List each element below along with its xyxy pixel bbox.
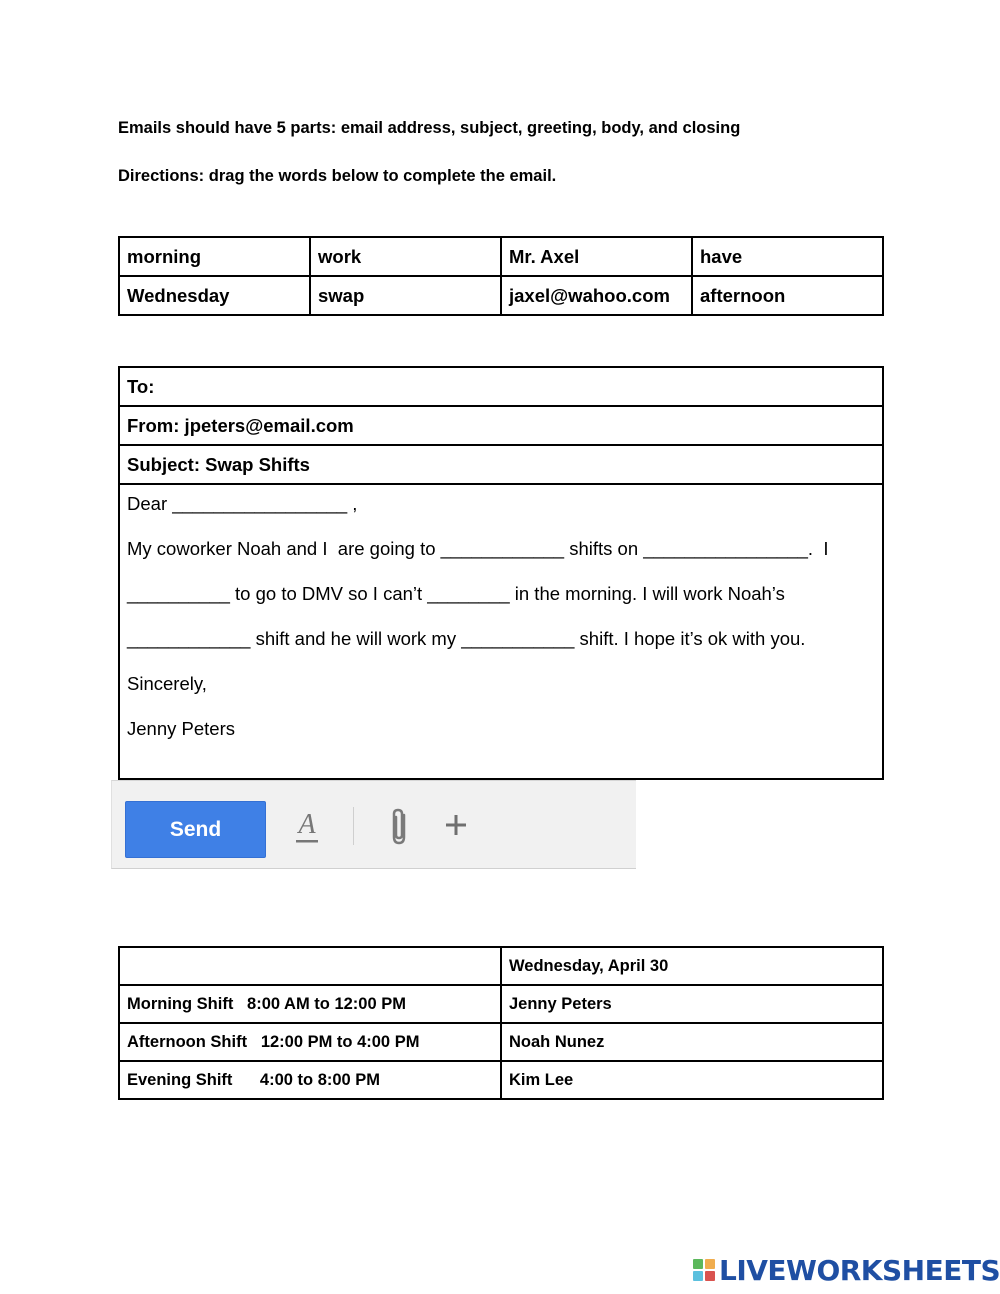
word-chip[interactable]: morning — [119, 237, 310, 276]
word-bank-row — [119, 276, 883, 315]
compose-toolbar — [111, 780, 636, 869]
table-row — [119, 947, 883, 985]
word-bank-table — [118, 236, 884, 316]
email-from-field: From: jpeters@email.com — [119, 406, 883, 445]
intro-instruction: Emails should have 5 parts: email address, subject, greeting, body, and closing — [118, 119, 741, 137]
word-chip[interactable]: swap — [310, 276, 501, 315]
directions-instruction: Directions: drag the words below to complete the email. — [118, 167, 557, 185]
shift-schedule-table — [118, 946, 884, 1100]
word-chip[interactable]: Wednesday — [119, 276, 310, 315]
word-chip[interactable]: jaxel@wahoo.com — [501, 276, 692, 315]
send-button[interactable]: Send — [125, 801, 266, 858]
shift-worker: Jenny Peters — [501, 985, 883, 1023]
shift-worker: Kim Lee — [501, 1061, 883, 1099]
email-to-field[interactable]: To: — [119, 367, 883, 406]
table-row — [119, 1023, 883, 1061]
email-form — [118, 366, 884, 780]
email-subject-field: Subject: Swap Shifts — [119, 445, 883, 484]
liveworksheets-logo — [693, 1253, 1000, 1287]
email-body-line[interactable]: My coworker Noah and I are going to ____________ shifts on ________________. I — [127, 538, 829, 559]
plus-icon[interactable] — [444, 813, 468, 837]
word-chip[interactable]: work — [310, 237, 501, 276]
word-chip[interactable]: Mr. Axel — [501, 237, 692, 276]
shift-label: Morning Shift 8:00 AM to 12:00 PM — [119, 985, 501, 1023]
text-format-icon[interactable] — [294, 809, 320, 847]
email-body — [119, 484, 883, 779]
word-chip[interactable]: have — [692, 237, 883, 276]
schedule-date-header: Wednesday, April 30 — [501, 947, 883, 985]
shift-label: Afternoon Shift 12:00 PM to 4:00 PM — [119, 1023, 501, 1061]
logo-text: LIVEWORKSHEETS — [719, 1253, 1000, 1287]
table-row — [119, 1061, 883, 1099]
table-row — [119, 985, 883, 1023]
logo-blocks-icon — [693, 1259, 715, 1281]
email-body-line[interactable]: ____________ shift and he will work my ___________ shift. I hope it’s ok with you. — [127, 628, 806, 649]
shift-label: Evening Shift 4:00 to 8:00 PM — [119, 1061, 501, 1099]
email-greeting[interactable]: Dear _________________ , — [127, 493, 358, 514]
word-chip[interactable]: afternoon — [692, 276, 883, 315]
schedule-corner-cell — [119, 947, 501, 985]
word-bank-row — [119, 237, 883, 276]
email-body-line[interactable]: __________ to go to DMV so I can’t ________ in the morning. I will work Noah’s — [127, 583, 785, 604]
paperclip-icon[interactable] — [388, 807, 412, 847]
shift-worker: Noah Nunez — [501, 1023, 883, 1061]
toolbar-divider — [353, 807, 354, 845]
svg-text:A: A — [298, 809, 316, 840]
email-signature: Jenny Peters — [127, 718, 235, 739]
email-closing: Sincerely, — [127, 673, 207, 694]
